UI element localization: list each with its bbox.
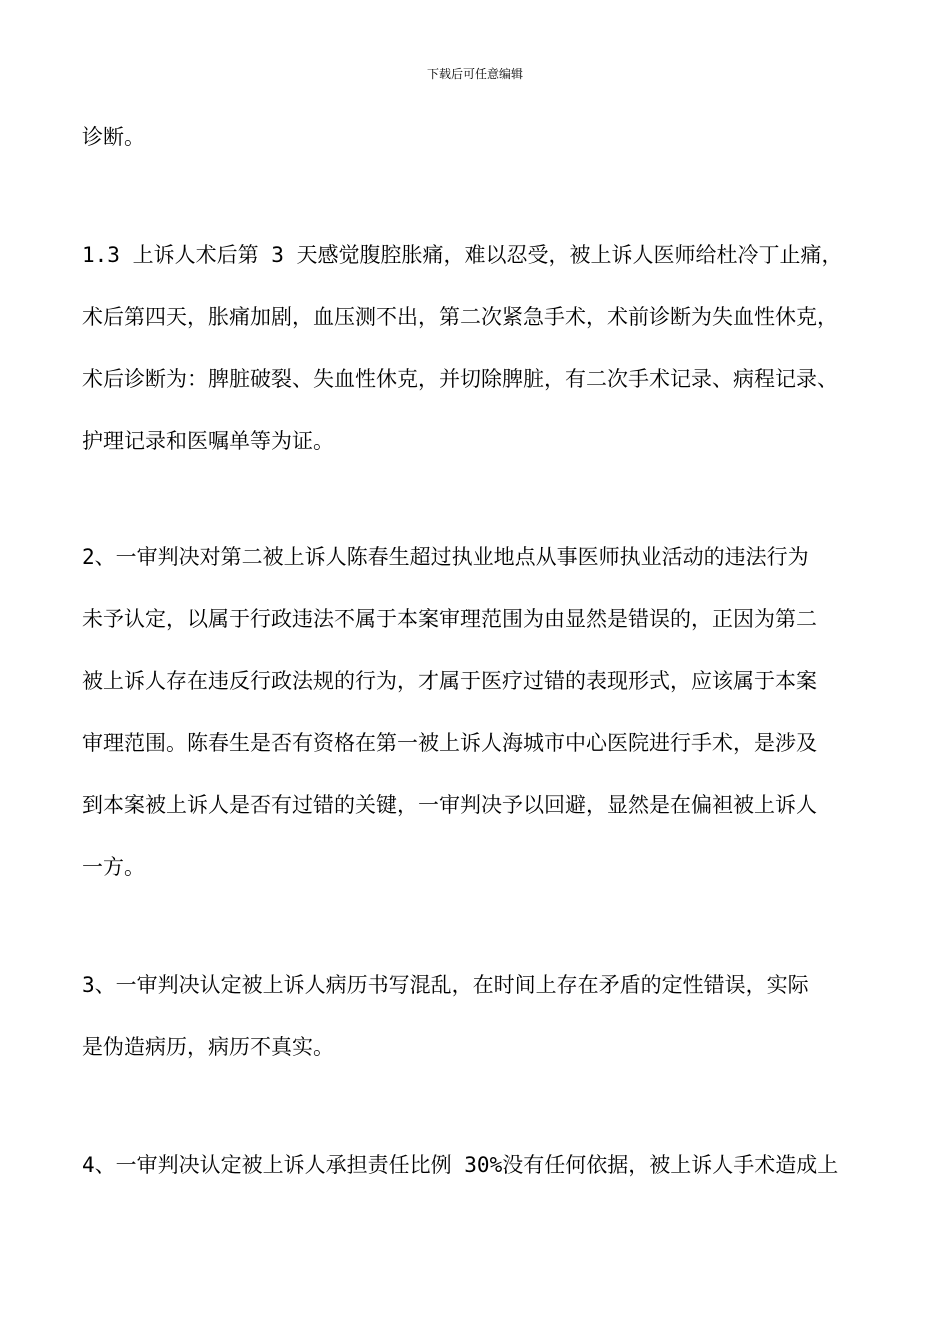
text-line: 护理记录和医嘱单等为证。 [82, 429, 334, 453]
paragraph-diagnosis-end [82, 106, 890, 168]
text-line: 未予认定，以属于行政违法不属于本案审理范围为由显然是错误的，正因为第二 [82, 607, 817, 631]
text-line: 诊断。 [82, 125, 145, 149]
text-line: 2、一审判决对第二被上诉人陈春生超过执业地点从事医师执业活动的违法行为 [82, 545, 809, 569]
paragraph-2 [82, 526, 890, 898]
text-line: 被上诉人存在违反行政法规的行为，才属于医疗过错的表现形式，应该属于本案 [82, 669, 817, 693]
text-line: 一方。 [82, 855, 145, 879]
text-line: 是伪造病历，病历不真实。 [82, 1035, 334, 1059]
paragraph-3 [82, 954, 890, 1078]
paragraph-1-3 [82, 224, 890, 472]
text-line: 到本案被上诉人是否有过错的关键，一审判决予以回避，显然是在偏袒被上诉人 [82, 793, 817, 817]
page-header: 下载后可任意编辑 [426, 67, 523, 81]
text-line: 1.3 上诉人术后第 3 天感觉腹腔胀痛，难以忍受，被上诉人医师给杜冷丁止痛， [82, 243, 843, 267]
text-line: 审理范围。陈春生是否有资格在第一被上诉人海城市中心医院进行手术，是涉及 [82, 731, 817, 755]
text-line: 术后第四天，胀痛加剧，血压测不出，第二次紧急手术，术前诊断为失血性休克， [82, 305, 838, 329]
text-line: 3、一审判决认定被上诉人病历书写混乱，在时间上存在矛盾的定性错误，实际 [82, 973, 809, 997]
paragraph-4 [82, 1134, 890, 1196]
text-line: 4、一审判决认定被上诉人承担责任比例 30%没有任何依据，被上诉人手术造成上 [82, 1153, 839, 1177]
text-line: 术后诊断为：脾脏破裂、失血性休克，并切除脾脏，有二次手术记录、病程记录、 [82, 367, 838, 391]
